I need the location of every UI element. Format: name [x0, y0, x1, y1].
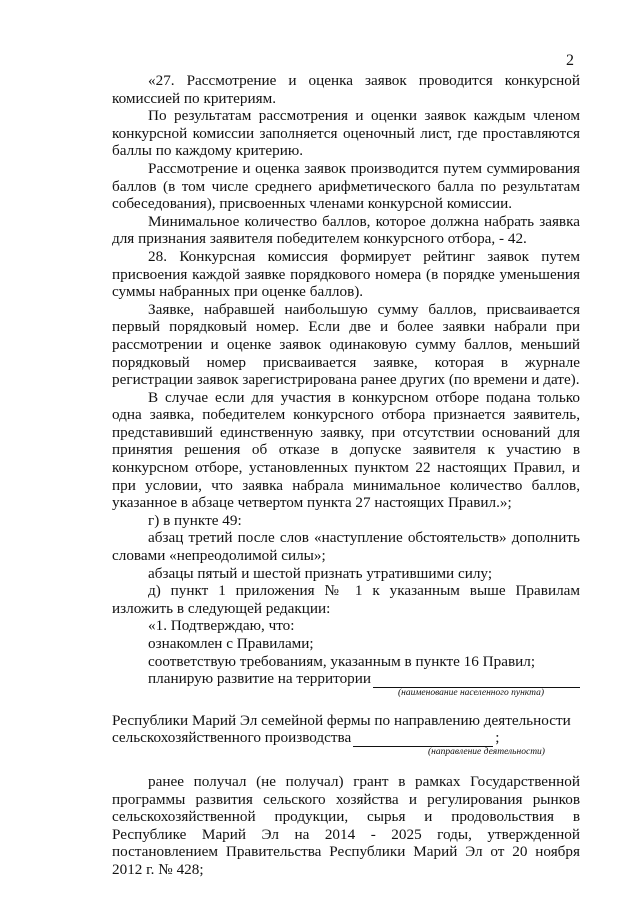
paragraph-first-rank: Заявке, набравшей наибольшую сумму баллов, присваивается первый порядковый номер. Если две и более заявки набрали при рассмотрении и оценке заявок одинаковую сумму баллов, меньший порядковый номер присваивается заявке, которая в журнале регистрации заявок зарегистрирована ранее других (по времени и дате). [112, 300, 580, 389]
paragraph-27-intro: «27. Рассмотрение и оценка заявок проводится конкурсной комиссией по критериям. [112, 72, 580, 107]
spacer [112, 758, 580, 773]
territory-fill-row [112, 670, 580, 688]
paragraph-single-application: В случае если для участия в конкурсном отборе подана только одна заявка, победителем конкурсного отбора признается заявитель, представивший единственную заявку, при отсутствии оснований для принятия решения об отказе в допуске заявителя к участию в конкурсном отборе, установленных пунктом 22 настоящих Правил, и при условии, что заявка набрала минимальное количество баллов, указанное в абзаце четвертом пункта 27 настоящих Правил.»; [112, 388, 580, 512]
spacer [112, 699, 580, 712]
paragraph-grant: ранее получал (не получал) грант в рамках Государственной программы развития сельского хозяйства и регулирования рынков сельскохозяйственной продукции, сырья и продовольствия в Республике Марий Эл на 2014 - 2025 годы, утвержденной постановлением Правительства Республики Марий Эл от 20 ноября 2012 г. № 428; [112, 772, 580, 878]
paragraph-requirements: соответствую требованиям, указанным в пункте 16 Правил; [148, 652, 536, 670]
farm-fill-row [112, 729, 580, 747]
document-body [112, 72, 580, 879]
paragraph-confirm: «1. Подтверждаю, что: [148, 617, 295, 635]
territory-caption: (наименование населенного пункта) [397, 687, 544, 698]
paragraph-acquainted: ознакомлен с Правилами; [148, 635, 314, 652]
paragraph-minimum-score: Минимальное количество баллов, которое должна набрать заявка для признания заявителя победителем конкурсного отбора, - 42. [112, 212, 580, 248]
paragraph-item-d: д) пункт 1 приложения № 1 к указанным выше Правилам изложить в следующей редакции: [112, 582, 580, 617]
activity-caption: (направление деятельности) [428, 746, 545, 757]
territory-blank-line [373, 673, 580, 688]
activity-blank-line [353, 732, 493, 747]
page-number: 2 [566, 52, 574, 69]
paragraph-evaluation-sheet: По результатам рассмотрения и оценки заявок каждым членом конкурсной комиссии заполняется оценочный лист, где проставляются баллы по каждому критерию. [112, 107, 580, 160]
paragraph-28-rating: 28. Конкурсная комиссия формирует рейтинг заявок путем присвоения каждой заявке порядкового номера (в порядке уменьшения суммы набранных при оценке баллов). [112, 247, 580, 301]
paragraph-void-clauses: абзацы пятый и шестой признать утратившими силу; [148, 564, 493, 582]
paragraph-item-g: г) в пункте 49: [148, 511, 242, 529]
farm-line-label: сельскохозяйственного производства [112, 729, 352, 747]
paragraph-force-majeure: абзац третий после слов «наступление обстоятельств» дополнить словами «непреодолимой силы»; [112, 529, 580, 565]
farm-line-end: ; [495, 729, 500, 747]
farm-line-text: Республики Марий Эл семейной фермы по направлению деятельности [112, 711, 571, 729]
paragraph-scoring-sum: Рассмотрение и оценка заявок производится путем суммирования баллов (в том числе среднего арифметического балла по результатам собеседования), присвоенных членами конкурсной комиссии. [112, 159, 580, 213]
territory-label: планирую развитие на территории [148, 670, 372, 688]
